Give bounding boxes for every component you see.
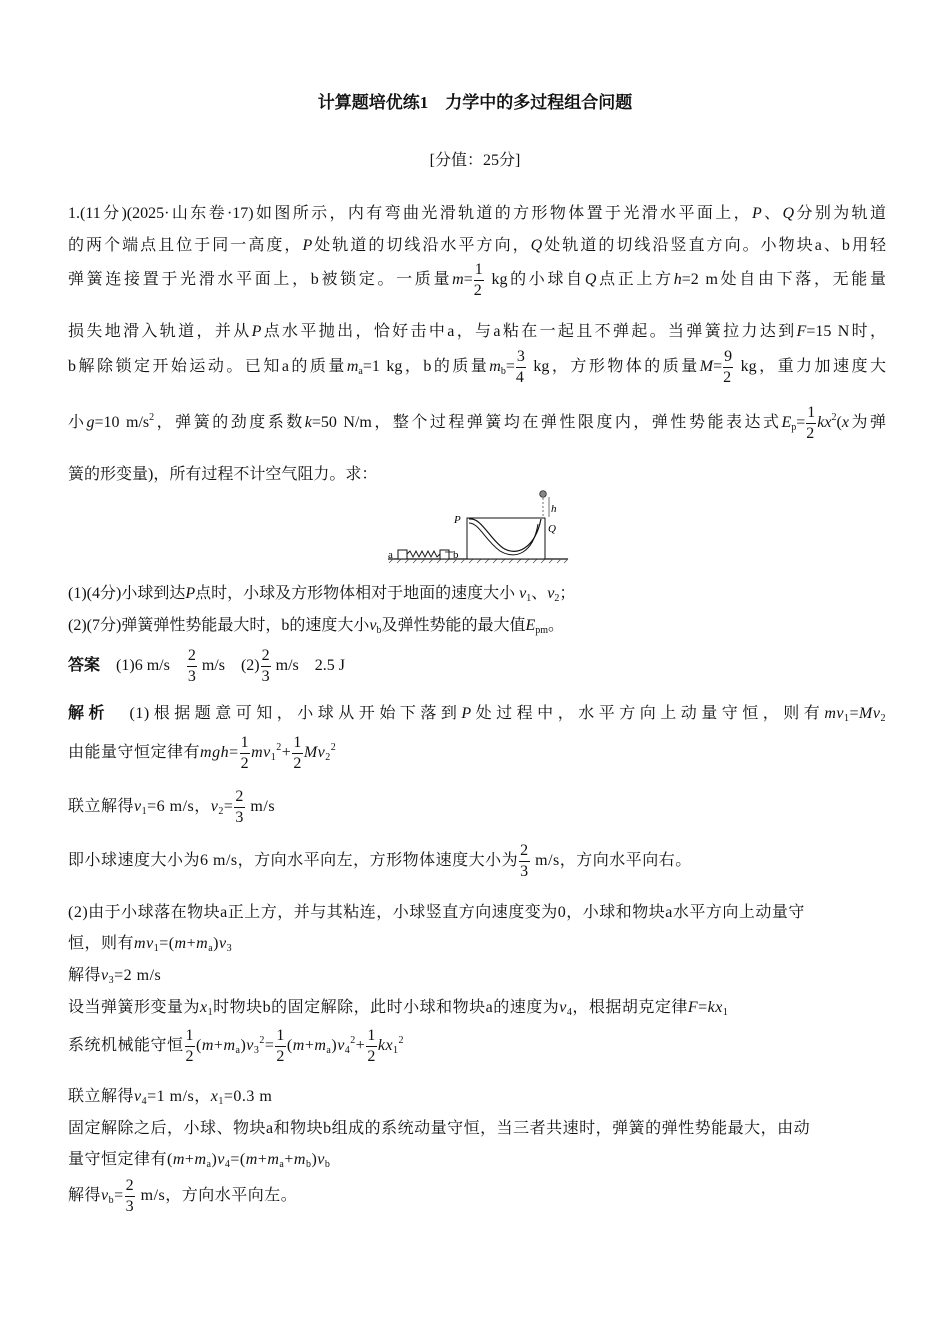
fraction: $\frac{2}{3}$ — [187, 647, 196, 685]
ball — [540, 491, 547, 498]
fraction: $\frac{1}{2}$ — [276, 1027, 285, 1065]
fraction: $\frac{1}{2}$ — [185, 1027, 195, 1065]
fraction: $\frac{1}{2}$ — [367, 1027, 376, 1065]
analysis-line-9: 系统机械能守恒 $\frac{1}{2}$ $(m+m_a)v_3^2=$ $\frac{1}{2}$ $(m+m_a)v_4^2+$ $\frac{1}{2}$ $kx_1^2$ — [68, 1027, 405, 1065]
fraction: $\frac{2}{3}$ — [235, 788, 244, 826]
analysis-line-8: 设当弹簧形变量为$x_1$时物块b的固定解除，此时小球和物块a的速度为$v_4$，根据胡克定律$F=kx_1$ — [68, 999, 729, 1018]
analysis-line-7: 解得$v_3=2$ m/s — [68, 967, 162, 986]
label-a: a — [388, 549, 393, 561]
block-b — [440, 550, 449, 559]
fraction: $\frac{9}{2}$ — [723, 348, 733, 386]
track-figure — [385, 488, 570, 564]
analysis-line-3: 联立解得$v_1=6$ m/s，$v_2=$ $\frac{2}{3}$ m/s — [68, 788, 276, 826]
question-1: (1)(4分)小球到达P点时，小球及方形物体相对于地面的速度大小 $v_1$、$v_2$； — [68, 585, 576, 604]
analysis-line-2: 由能量守恒定律有mgh= $\frac{1}{2}$ $mv_1^2+$ $\frac{1}{2}$ $Mv_2^2$ — [68, 734, 337, 772]
label-P: P — [454, 514, 461, 526]
analysis-line-6: 恒，则有$mv_1=(m+m_a)v_3$ — [68, 935, 233, 954]
problem-line-4: 损失地滑入轨道，并从P点水平抛出，恰好击中a，与a粘在一起且不弹起。当弹簧拉力达到F=15 N时， — [68, 323, 886, 340]
problem-line-2: 的两个端点且位于同一高度，P处轨道的切线沿水平方向，Q处轨道的切线沿竖直方向。小物块a、b用轻 — [68, 237, 886, 254]
analysis-line-12: 量守恒定律有$(m+m_a)v_4=(m+m_a+m_b)v_b$ — [68, 1151, 331, 1170]
analysis-line-10: 联立解得$v_4=1$ m/s，$x_1=0.3$ m — [68, 1088, 273, 1107]
fraction: $\frac{1}{2}$ — [293, 734, 302, 772]
problem-line-5: b解除锁定开始运动。已知a的质量$m_a=1$ kg，b的质量$m_b=$ $\frac{3}{4}$ kg，方形物体的质量M= $\frac{9}{2}$ kg，重力加速度大 — [68, 348, 886, 386]
analysis-line-1: 解析 (1)根据题意可知，小球从开始下落到P处过程中，水平方向上动量守恒，则有$mv_1=Mv_2$ — [68, 705, 886, 724]
fraction: $\frac{2}{3}$ — [261, 647, 270, 685]
fraction: $\frac{1}{2}$ — [240, 734, 250, 772]
answer-line: 答案 (1)6 m/s $\frac{2}{3}$ m/s (2) $\frac{2}{3}$ m/s 2.5 J — [68, 647, 345, 685]
fraction: $\frac{1}{2}$ — [473, 261, 483, 299]
problem-line-7: 簧的形变量)，所有过程不计空气阻力。求： — [68, 466, 378, 483]
spring — [407, 551, 440, 557]
problem-line-3: 弹簧连接置于光滑水平面上，b被锁定。一质量m= $\frac{1}{2}$ kg的小球自Q点正上方h=2 m处自由下落，无能量 — [68, 261, 886, 299]
label-Q: Q — [548, 523, 556, 535]
fraction: $\frac{1}{2}$ — [806, 404, 816, 442]
score-label: [分值：25分] — [429, 152, 521, 169]
analysis-line-5: (2)由于小球落在物块a正上方，并与其粘连，小球竖直方向速度变为0，小球和物块a水平方向上动量守 — [68, 904, 805, 921]
page-title: 计算题培优练1 力学中的多过程组合问题 — [317, 93, 633, 112]
problem-line-1: 1.(11分)(2025·山东卷·17)如图所示，内有弯曲光滑轨道的方形物体置于光滑水平面上，P、Q分别为轨道 — [68, 205, 886, 222]
analysis-line-13: 解得$v_b=$ $\frac{2}{3}$ m/s，方向水平向左。 — [68, 1177, 298, 1215]
analysis-line-11: 固定解除之后，小球、物块a和物块b组成的系统动量守恒，当三者共速时，弹簧的弹性势能最大，由动 — [68, 1120, 811, 1137]
fraction: $\frac{2}{3}$ — [125, 1177, 135, 1215]
label-b: b — [453, 549, 459, 561]
fraction: $\frac{2}{3}$ — [520, 842, 529, 880]
analysis-line-4: 即小球速度大小为6 m/s，方向水平向左，方形物体速度大小为 $\frac{2}{3}$ m/s，方向水平向右。 — [68, 842, 692, 880]
fraction: $\frac{3}{4}$ — [515, 348, 525, 386]
label-h: h — [551, 503, 557, 515]
block-a — [398, 550, 407, 559]
problem-line-6: 小g=10 $m/s^2$，弹簧的劲度系数k=50 N/m，整个过程弹簧均在弹性限度内，弹性势能表达式$E_p=$ $\frac{1}{2}$ $kx^2(x$为弹 — [68, 404, 886, 442]
question-2: (2)(7分)弹簧弹性势能最大时，b的速度大小$v_b$及弹性势能的最大值$E_{pm}$。 — [68, 617, 565, 636]
